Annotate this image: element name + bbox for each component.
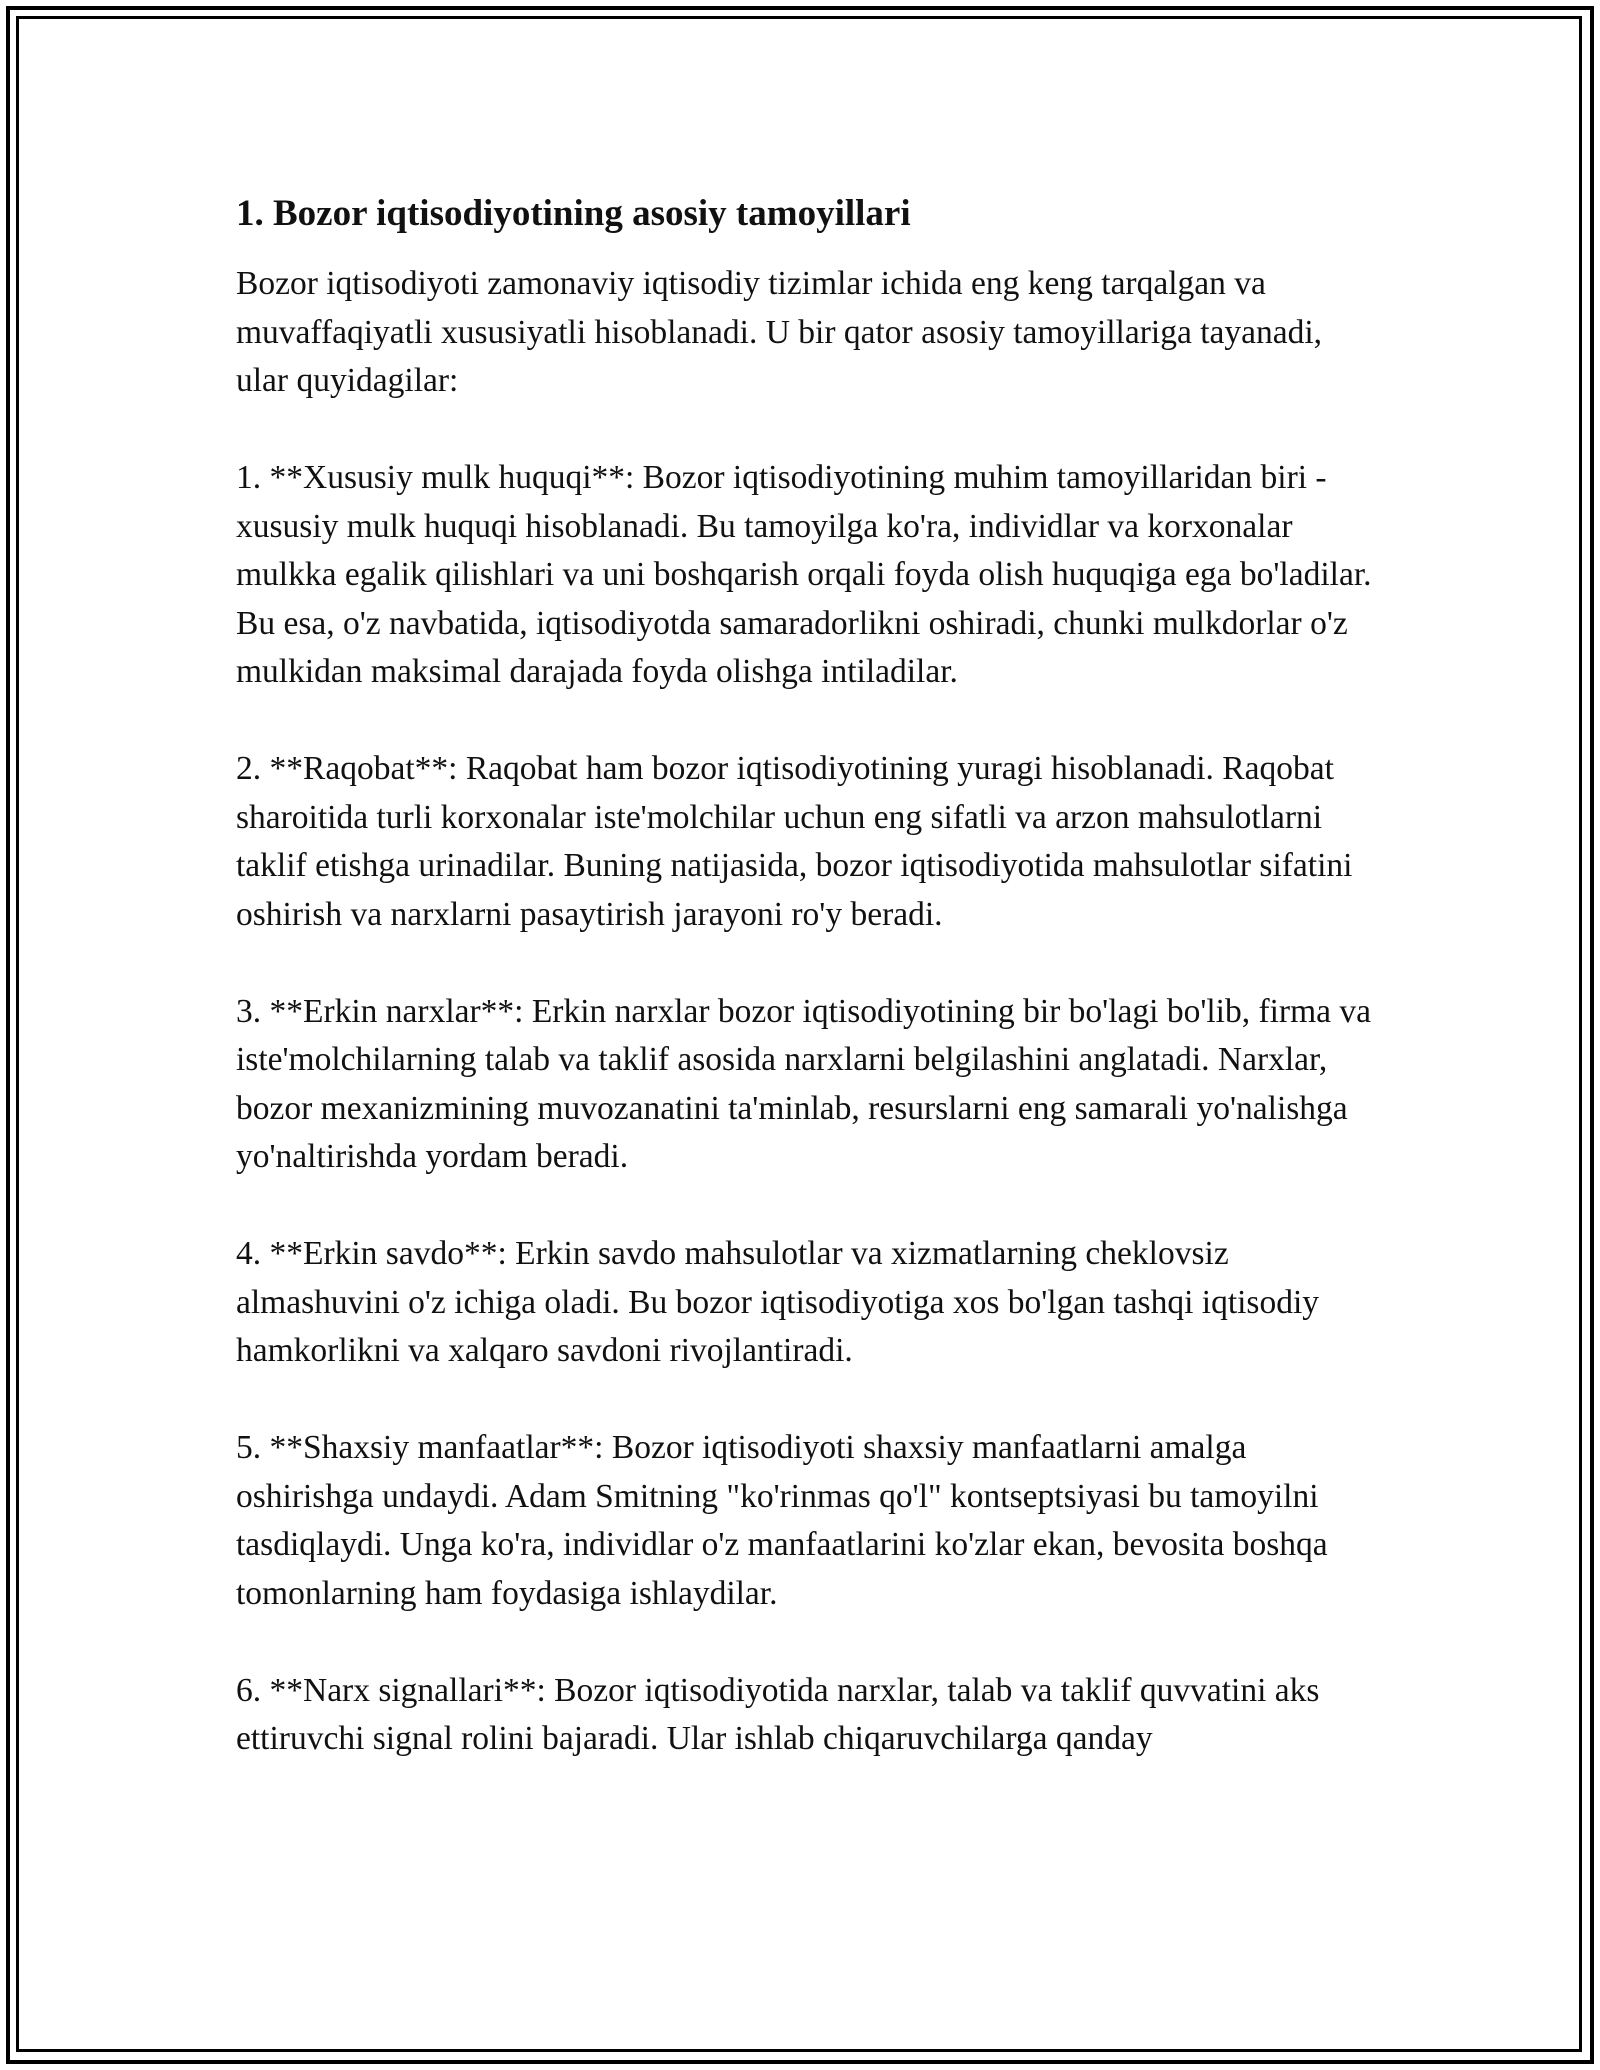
paragraph-intro: Bozor iqtisodiyoti zamonaviy iqtisodiy tizimlar ichida eng keng tarqalgan va muvaffaqiyatli xususiyatli hisoblanadi. U bir qator asosiy tamoyillariga tayanadi, ular quyidagilar:: [236, 265, 1323, 399]
paragraph-private-property: 1. **Xususiy mulk huquqi**: Bozor iqtisodiyotining muhim tamoyillaridan biri - xususiy mulk huquqi hisoblanadi. Bu tamoyilga ko'ra, individlar va korxonalar mulkka egalik qilishlari va uni boshqarish orqali foyda olish huquqiga ega bo'ladilar. Bu esa, o'z navbatida, iqtisodiyotda samaradorlikni oshiradi, chunki mulkdorlar o'z mulkidan maksimal darajada foyda olishga intiladilar.: [236, 459, 1372, 690]
paragraph-price-signals: 6. **Narx signallari**: Bozor iqtisodiyotida narxlar, talab va taklif quvvatini aks ettiruvchi signal rolini bajaradi. Ular ishlab chiqaruvchilarga qanday: [236, 1671, 1320, 1757]
section-title: 1. Bozor iqtisodiyotining asosiy tamoyillari: [236, 193, 911, 234]
paragraph-competition: 2. **Raqobat**: Raqobat ham bozor iqtisodiyotining yuragi hisoblanadi. Raqobat sharoitida turli korxonalar iste'molchilar uchun eng sifatli va arzon mahsulotlarni taklif etishga urinadilar. Buning natijasida, bozor iqtisodiyotida mahsulotlar sifatini oshirish va narxlarni pasaytirish jarayoni ro'y beradi.: [236, 750, 1353, 933]
document-body: [236, 190, 1376, 1764]
paragraph-free-trade: 4. **Erkin savdo**: Erkin savdo mahsulotlar va xizmatlarning cheklovsiz almashuvini o'z ichiga oladi. Bu bozor iqtisodiyotiga xos bo'lgan tashqi iqtisodiy hamkorlikni va xalqaro savdoni rivojlantiradi.: [236, 1235, 1320, 1369]
paragraph-free-prices: 3. **Erkin narxlar**: Erkin narxlar bozor iqtisodiyotining bir bo'lagi bo'lib, firma va iste'molchilarning talab va taklif asosida narxlarni belgilashini anglatadi. Narxlar, bozor mexanizmining muvozanatini ta'minlab, resurslarni eng samarali yo'nalishga yo'naltirishda yordam beradi.: [236, 992, 1372, 1175]
paragraph-personal-interests: 5. **Shaxsiy manfaatlar**: Bozor iqtisodiyoti shaxsiy manfaatlarni amalga oshirishga undaydi. Adam Smitning "ko'rinmas qo'l" kontseptsiyasi bu tamoyilni tasdiqlaydi. Unga ko'ra, individlar o'z manfaatlarini ko'zlar ekan, bevosita boshqa tomonlarning ham foydasiga ishlaydilar.: [236, 1429, 1328, 1612]
